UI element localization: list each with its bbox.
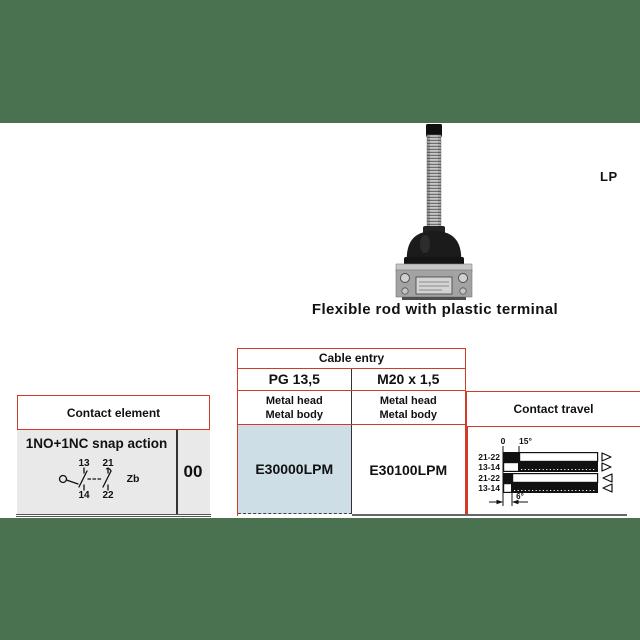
cable-entry-sizes-row [238,369,465,391]
switch-body [396,264,472,300]
product-photo [390,120,478,300]
table-bottom-rule [16,516,211,517]
arrow-left-icon [603,474,612,482]
terminal-14-label: 14 [78,490,90,501]
body-base [402,297,466,300]
references-table [237,348,466,516]
angle-6-label: 6° [516,492,524,501]
cable-entry-pg: PG 13,5 [238,369,352,390]
material-row [238,391,465,426]
arrow-right-icon [602,453,611,461]
cable-entry-m20: M20 x 1,5 [377,371,440,387]
dome-highlight [420,235,430,253]
flexible-rod [426,124,442,232]
page-code-lp: LP [600,169,618,184]
reference-cell: E30100LPM [369,461,448,478]
nc-contact-hook [107,468,112,471]
contact-travel-diagram [470,435,640,510]
zb-label: Zb [126,473,140,485]
travel-row-label: 21-22 [478,473,500,483]
screw-icon [459,274,468,283]
travel-bar-closed [519,462,598,472]
contact-type-label: 1NO+1NC snap action [25,436,168,451]
material-cell [352,391,466,425]
contact-symbol [60,468,112,490]
actuator-link [67,480,79,484]
terminal-22-label: 22 [102,490,114,501]
reference-cell-highlighted: E30000LPM [238,425,352,514]
travel-bar-open [504,463,519,472]
contact-code: 00 [183,462,203,481]
screw-icon [460,288,466,294]
contact-schematic [50,453,150,505]
reference-row [238,425,465,514]
cable-entry-header: Cable entry [238,349,465,369]
travel-bar-open [520,453,598,462]
travel-row-label: 21-22 [478,452,500,462]
bottom-green-band [0,518,640,640]
screw-icon [401,274,410,283]
travel-bar-closed [503,452,519,462]
no-contact-blade [79,471,87,487]
metal-head-label: Metal head [265,394,323,407]
rod-shade-left [427,135,430,232]
metal-body-label: Metal body [265,408,323,421]
angle-15-label: 15° [519,436,532,446]
zero-tick-label: 0 [500,436,506,446]
travel-bar-open [504,484,512,493]
terminal-13-label: 13 [78,458,90,469]
arrow-left-icon [603,484,612,492]
travel-bar-open [513,474,598,483]
terminal-21-label: 21 [102,458,114,469]
screw-icon [402,288,408,294]
top-green-band [0,0,640,123]
metal-body-label: Metal body [379,408,437,421]
travel-bar-closed [503,473,512,483]
metal-head-label: Metal head [379,394,437,407]
contact-travel-header: Contact travel [466,391,640,428]
travel-row-label: 13-14 [478,462,500,472]
switch-head [404,226,464,267]
travel-row-label: 13-14 [478,483,500,493]
travel-bar-closed [512,483,598,493]
table-bottom-rule [16,514,211,515]
product-caption: Flexible rod with plastic terminal [311,301,559,318]
material-cell [238,391,352,425]
rod-shade-right [438,135,441,232]
travel-left-border [466,427,468,516]
dimension-arrow-right-icon [497,500,504,504]
arrow-right-icon [602,463,611,471]
contact-element-header: Contact element [17,395,210,430]
actuator-roller-icon [60,476,67,483]
table-bottom-rule [352,514,627,516]
nc-contact-blade [103,471,111,487]
